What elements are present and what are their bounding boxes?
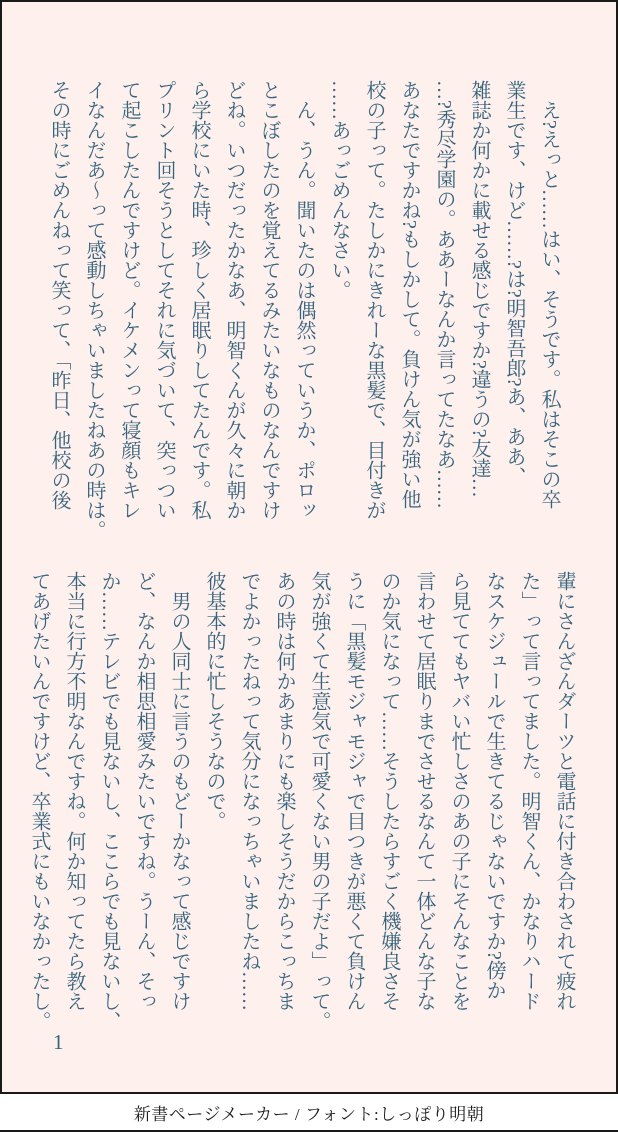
text-column: ど、なんか相思相愛みたいですね。うーん、そっ <box>133 571 155 1011</box>
text-column: ……あっごめんなさい。 <box>328 80 350 300</box>
text-column: ら学校にいた時、珍しく居眠りしてたんです。私 <box>188 80 210 520</box>
text-column: え?えっと……はい、そうです。私はそこの卒 <box>538 80 560 509</box>
text-column: その時にごめんねって笑って、「昨日、他校の後 <box>48 80 70 510</box>
text-column: あなたですかね?もしかして。負けん気が強い他 <box>398 80 420 509</box>
text-column: 業生です、けど……?は?明智吾郎?あ、ああ、 <box>503 80 525 487</box>
text-column: 本当に行方不明なんですね。何か知ってたら教え <box>63 571 85 1011</box>
text-column: て起こしたんですけど。イケメンって寝顔もキレ <box>118 80 140 520</box>
text-column: なスケジュールで生きてるじゃないですか?傍か <box>483 571 505 1000</box>
text-column: 輩にさんざんダーツと電話に付き合わされて疲れ <box>553 571 575 1011</box>
footer-bar <box>0 1094 618 1132</box>
text-column: ん、うん。聞いたのは偶然っていうか、ポロッ <box>293 80 315 520</box>
text-column: イなんだあ〜って感動しちゃいましたねあの時は。 <box>83 80 105 540</box>
text-column: …?秀尽学園の。ああーなんか言ってたなあ…… <box>433 80 455 509</box>
text-column: うに「黒髪モジャモジャで目つきが悪くて負けん <box>343 571 365 1011</box>
text-column: 彼基本的に忙しそうなので。 <box>203 571 225 831</box>
page-number: 1 <box>53 1030 64 1054</box>
text-column: ら見ててもヤバい忙しさのあの子にそんなことを <box>448 571 470 1011</box>
text-column: のか気になって……そうしたらすごく機嫌良さそ <box>378 571 400 1011</box>
text-column: 言わせて居眠りまでさせるなんて一体どんな子な <box>413 571 435 1011</box>
text-column: プリント回そうとしてそれに気づいて、突っつい <box>153 80 175 520</box>
footer-caption: 新書ページメーカー / フォント:しっぽり明朝 <box>133 1104 485 1124</box>
text-column: てあげたいんですけど、卒業式にもいなかったし。 <box>28 571 50 1031</box>
text-column: あの時は何かあまりにも楽しそうだからこっちま <box>273 571 295 1011</box>
text-column: た」って言ってました。明智くん、かなりハード <box>518 571 540 1011</box>
text-column: とこぼしたのを覚えてるみたいなものなんですけ <box>258 80 280 520</box>
top-text-block <box>41 80 566 542</box>
text-column: 気が強くて生意気で可愛くない男の子だよ」って。 <box>308 571 330 1031</box>
text-column: 校の子って。たしかにきれーな黒髪で、目付きが <box>363 80 385 520</box>
text-column: 男の人同士に言うのもどーかなって感じですけ <box>168 571 190 1011</box>
text-column: どね。いつだったかなあ、明智くんが久々に朝か <box>223 80 245 520</box>
text-column: か……テレビでも見ないし、ここらでも見ないし、 <box>98 571 120 1031</box>
text-column: 雑誌か何かに載せる感じですか?違うの?友達… <box>468 80 490 498</box>
text-column: でよかったねって気分になっちゃいましたね…… <box>238 571 260 1011</box>
bottom-text-block <box>21 571 581 1033</box>
